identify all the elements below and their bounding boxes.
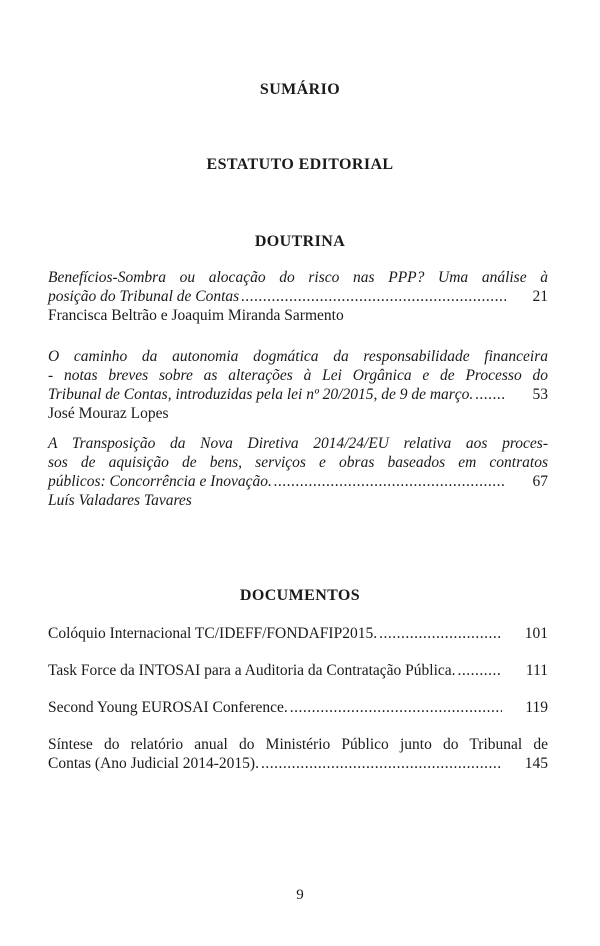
toc-entry-title-line: O caminho da autonomia dogmática da responsabilidade financeira: [48, 348, 548, 365]
toc-entry-doutrina-2[interactable]: [48, 347, 548, 423]
dot-leader: [274, 472, 506, 491]
toc-entry-documentos-4[interactable]: [48, 735, 548, 773]
toc-entry-page: 111: [525, 662, 548, 679]
toc-entry-doutrina-1[interactable]: [48, 268, 548, 325]
editorial-heading: ESTATUTO EDITORIAL: [206, 156, 394, 173]
doutrina-heading: DOUTRINA: [254, 233, 346, 250]
toc-entry-title-line: Síntese do relatório anual do Ministério Público junto do Tribunal de: [48, 736, 548, 753]
toc-entry-title-line: Task Force da INTOSAI para a Auditoria da Contratação Pública. ..... 111: [48, 661, 548, 680]
toc-entry-title-line: sos de aquisição de bens, serviços e obras baseados em contratos: [48, 454, 548, 471]
toc-entry-title-line: - notas breves sobre as alterações à Lei Orgânica e de Processo do: [48, 367, 548, 384]
dot-leader: [261, 754, 502, 773]
dot-leader: [241, 287, 506, 306]
toc-entry-documentos-1[interactable]: [48, 624, 548, 643]
toc-entry-page: 119: [525, 699, 548, 716]
documentos-heading: DOCUMENTOS: [239, 587, 361, 604]
toc-entry-title-line: A Transposição da Nova Diretiva 2014/24/EU relativa aos proces-: [48, 435, 548, 452]
page-number: 9: [296, 887, 304, 903]
toc-entry-author: José Mouraz Lopes: [48, 405, 169, 422]
toc-entry-doutrina-3[interactable]: [48, 434, 548, 510]
toc-entry-title-line: Contas (Ano Judicial 2014-2015). ..... 145: [48, 754, 548, 773]
toc-entry-page: 21: [532, 288, 548, 305]
toc-entry-title-line: públicos: Concorrência e Inovação. ..... 67: [48, 472, 548, 491]
page-title: SUMÁRIO: [259, 81, 341, 98]
toc-entry-page: 145: [524, 755, 548, 772]
toc-entry-page: 101: [524, 625, 548, 642]
dot-leader: [458, 661, 502, 680]
toc-entry-author: Luís Valadares Tavares: [48, 492, 192, 509]
dot-leader: [379, 624, 502, 643]
toc-entry-title-line: Second Young EUROSAI Conference. ..... 119: [48, 698, 548, 717]
toc-entry-title-line: posição do Tribunal de Contas ..... 21: [48, 287, 548, 306]
dot-leader: [475, 385, 506, 404]
toc-entry-title-line: Tribunal de Contas, introduzidas pela lei nº 20/2015, de 9 de março. ..... 53: [48, 385, 548, 404]
toc-entry-title-line: Colóquio Internacional TC/IDEFF/FONDAFIP2015. ..... 101: [48, 624, 548, 643]
toc-entry-title-line: Benefícios-Sombra ou alocação do risco nas PPP? Uma análise à: [48, 269, 548, 286]
toc-entry-documentos-3[interactable]: [48, 698, 548, 717]
dot-leader: [290, 698, 502, 717]
toc-entry-page: 67: [532, 473, 548, 490]
toc-entry-documentos-2[interactable]: [48, 661, 548, 680]
toc-entry-author: Francisca Beltrão e Joaquim Miranda Sarmento: [48, 307, 344, 324]
toc-entry-page: 53: [532, 386, 548, 403]
